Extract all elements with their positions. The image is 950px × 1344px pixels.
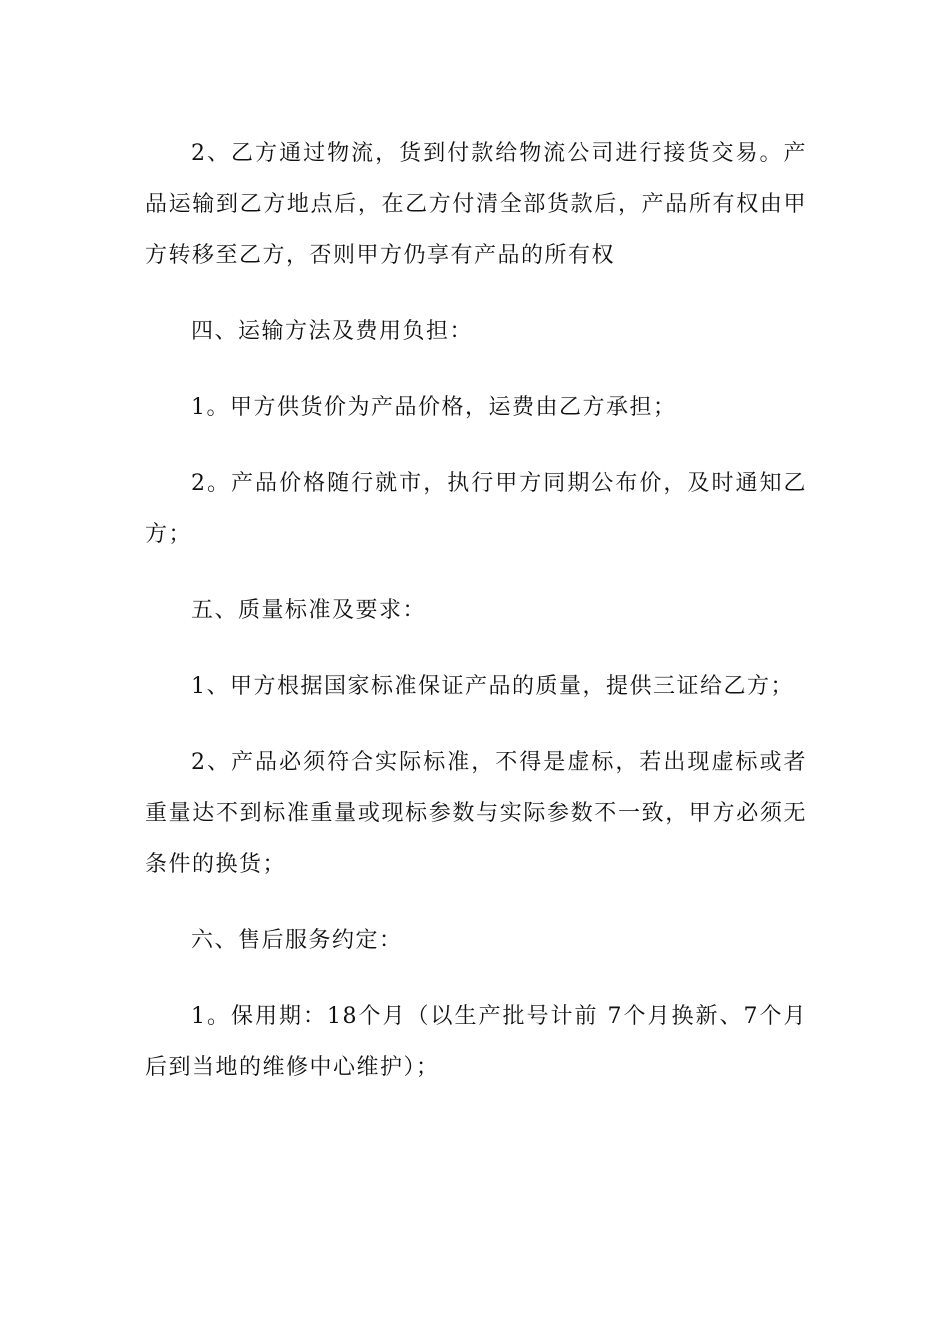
- paragraph-market-price: 2。产品价格随行就市，执行甲方同期公布价，及时通知乙方；: [145, 471, 807, 547]
- paragraph-quality-guarantee: 1、甲方根据国家标准保证产品的质量，提供三证给乙方；: [191, 674, 794, 699]
- paragraph-standard-compliance: 2、产品必须符合实际标准，不得是虚标，若出现虚标或者重量达不到标准重量或现标参数与实际参数不一致，甲方必须无条件的换货；: [145, 750, 807, 877]
- paragraph-delivery-terms: 2、乙方通过物流，货到付款给物流公司进行接货交易。产品运输到乙方地点后，在乙方付清全部货款后，产品所有权由甲方转移至乙方，否则甲方仍享有产品的所有权: [145, 141, 807, 268]
- document-body: [145, 128, 807, 1093]
- heading-transport-method: 四、运输方法及费用负担：: [191, 319, 474, 344]
- heading-after-sales: 六、售后服务约定：: [191, 928, 403, 953]
- paragraph-supply-price: 1。甲方供货价为产品价格，运费由乙方承担；: [191, 395, 677, 420]
- paragraph-warranty-period: 1。保用期：18个月（以生产批号计前 7个月换新、7个月后到当地的维修中心维护）；: [145, 1004, 807, 1080]
- heading-quality-standards: 五、质量标准及要求：: [191, 598, 427, 623]
